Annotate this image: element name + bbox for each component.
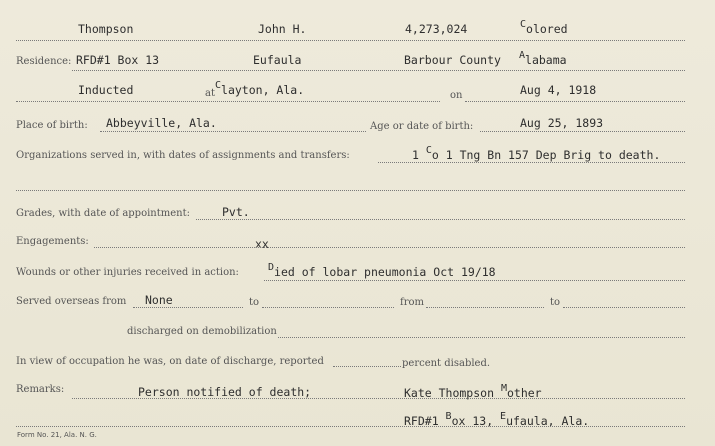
wounds-rest: ied of lobar pneumonia Oct 19/18 — [274, 265, 496, 279]
induction-type: Inducted — [78, 83, 134, 97]
place-initial: C — [215, 80, 222, 91]
state-initial: A — [519, 50, 526, 61]
discharge-label: discharged on demobilization — [127, 326, 277, 337]
overseas-from-line — [133, 307, 243, 308]
remarks-label: Remarks: — [16, 384, 65, 395]
overseas-to2-line — [563, 307, 685, 308]
addr-rest: ufaula, Ala. — [506, 414, 590, 428]
relation-rest: other — [506, 386, 542, 400]
residence-state — [519, 50, 567, 67]
overseas-label: Served overseas from — [16, 296, 127, 307]
surname-value: Thompson — [78, 22, 134, 36]
race-rest: olored — [526, 22, 568, 36]
place-rest: layton, Ala. — [221, 83, 305, 97]
birth-place-label: Place of birth: — [16, 120, 88, 131]
remarks-line-2 — [16, 426, 685, 427]
serial-number-value: 4,273,024 — [405, 22, 468, 36]
remarks-value: Person notified of death; — [138, 385, 312, 399]
org-pre: 1 — [412, 148, 426, 162]
engagements-label: Engagements: — [16, 236, 89, 247]
given-name-value: John H. — [258, 22, 307, 36]
residence-address: RFD#1 Box 13 — [76, 53, 160, 67]
at-label: at — [205, 88, 215, 99]
relation-initial: M — [500, 383, 507, 394]
grades-line — [196, 219, 685, 220]
wounds-initial: D — [268, 262, 275, 273]
overseas-from-value: None — [145, 293, 173, 307]
engagements-value: xx — [255, 237, 269, 251]
induction-line — [16, 101, 440, 102]
addr-pre: RFD#1 — [404, 414, 446, 428]
grades-label: Grades, with date of appointment: — [16, 208, 190, 219]
occupation-line — [333, 366, 401, 367]
state-rest: labama — [525, 53, 567, 67]
header-underline — [16, 40, 685, 41]
occupation-label: In view of occupation he was, on date of discharge, reported — [16, 356, 324, 367]
induction-date: Aug 4, 1918 — [520, 83, 597, 97]
organizations-label: Organizations served in, with dates of assignments and transfers: — [16, 150, 350, 161]
addr-e: E — [500, 411, 507, 422]
overseas-to-line — [262, 307, 394, 308]
engagements-line — [94, 247, 685, 248]
overseas-to2-label: to — [550, 297, 561, 308]
overseas-from2-label: from — [400, 297, 424, 308]
addr-b: B — [445, 411, 452, 422]
remarks-line — [72, 398, 685, 399]
residence-county: Barbour County — [404, 53, 501, 67]
addr-mid: ox 13, — [451, 414, 501, 428]
residence-town: Eufaula — [253, 53, 302, 67]
birth-date-value: Aug 25, 1893 — [520, 116, 604, 130]
occupation-suffix: percent disabled. — [402, 358, 491, 369]
birth-place-value: Abbeyville, Ala. — [106, 116, 217, 130]
grades-value: Pvt. — [222, 205, 250, 219]
birth-date-label: Age or date of birth: — [370, 121, 474, 132]
wounds-line — [264, 280, 685, 281]
wounds-label: Wounds or other injuries received in action: — [16, 267, 239, 278]
induction-date-line — [465, 101, 685, 102]
race-initial: C — [520, 19, 527, 30]
organizations-value — [412, 145, 661, 162]
birth-date-line — [480, 131, 685, 132]
induction-place — [215, 80, 305, 97]
birth-place-line — [100, 131, 366, 132]
organizations-line-2 — [16, 190, 685, 191]
residence-label: Residence: — [16, 56, 72, 67]
wounds-value — [268, 262, 496, 279]
organizations-line — [378, 162, 685, 163]
discharge-line — [278, 337, 685, 338]
overseas-to-label: to — [249, 297, 260, 308]
contact-name-text: Kate Thompson — [404, 386, 495, 400]
org-rest: o 1 Tng Bn 157 Dep Brig to death. — [431, 148, 661, 162]
org-sup: C — [425, 145, 432, 156]
race-value — [520, 19, 568, 36]
form-number: Form No. 21, Ala. N. G. — [17, 431, 97, 439]
on-label: on — [450, 90, 463, 101]
overseas-from2-line — [426, 307, 544, 308]
residence-line — [72, 70, 685, 71]
